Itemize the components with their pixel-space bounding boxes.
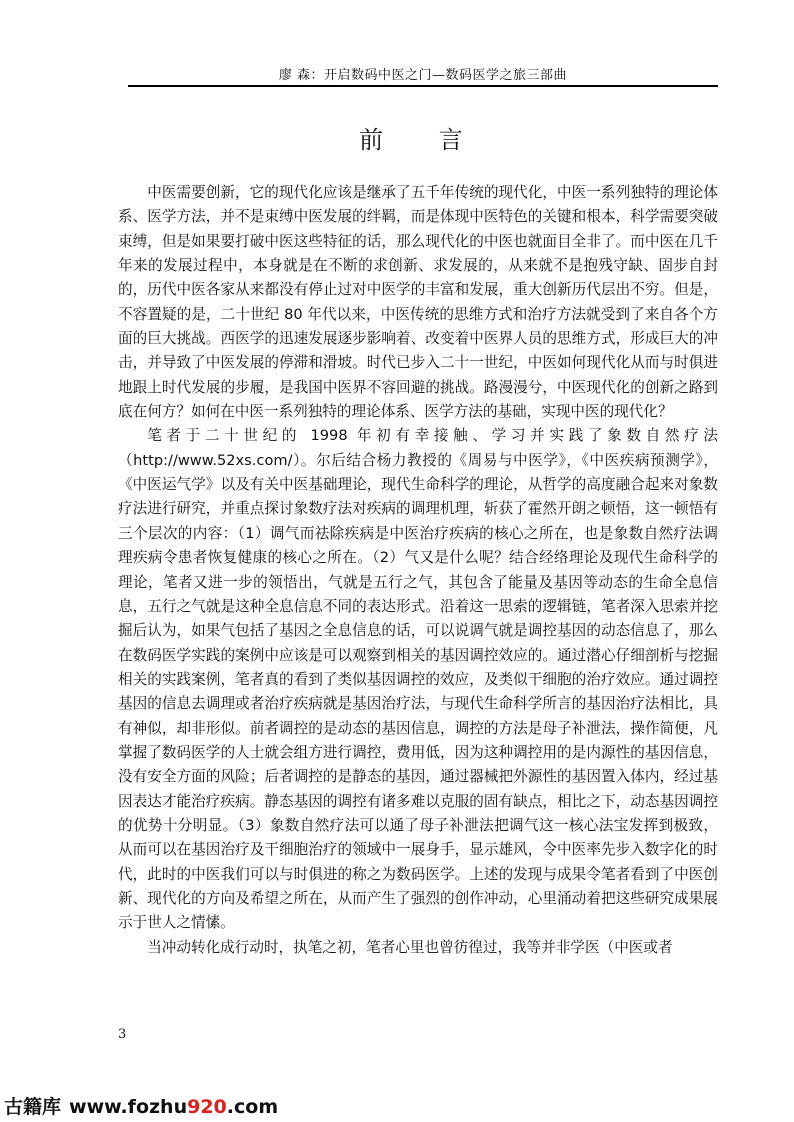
watermark-url-number: 920	[187, 1096, 227, 1118]
paragraph: 当冲动转化成行动时，执笔之初，笔者心里也曾彷徨过，我等并非学医（中医或者	[147, 938, 673, 956]
watermark-name: 古籍库	[4, 1096, 62, 1118]
paragraph: 笔者于二十世纪的 1998 年初有幸接触、学习并实践了象数自然疗法（http://www.52xs.com/）。尔后结合杨力教授的《周易与中医学》，《中医疾病预测学》，《中医运气学》以及有关中医基础理论，现代生命科学的理论，从哲学的高度融合起来对象数疗法进行研究，并重点探讨象数疗法对疾病的调理机理，斩获了霍然开朗之顿悟，这一顿悟有三个层次的内容：（1）调气而祛除疾病是中医治疗疾病的核心之所在，也是象数自然疗法调理疾病令患者恢复健康的核心之所在。（2）气又是什么呢？结合经络理论及现代生命科学的理论，笔者又进一步的领悟出，气就是五行之气，其包含了能量及基因等动态的生命全息信息，五行之气就是这种全息信息不同的表达形式。沿着这一思索的逻辑链，笔者深入思索并挖掘后认为，如果气包括了基因之全息信息的话，可以说调气就是调控基因的动态信息了，那么在数码医学实践的案例中应该是可以观察到相关的基因调控效应的。通过潜心仔细剖析与挖掘相关的实践案例，笔者真的看到了类似基因调控的效应，及类似干细胞的治疗效应。通过调控基因的信息去调理或者治疗疾病就是基因治疗法，与现代生命科学所言的基因治疗法相比，具有神似，却非形似。前者调控的是动态的基因信息，调控的方法是母子补泄法，操作简便，凡掌握了数码医学的人士就会组方进行调控，费用低，因为这种调控用的是内源性的基因信息，没有安全方面的风险；后者调控的是静态的基因，通过器械把外源性的基因置入体内，经过基因表达才能治疗疾病。静态基因的调控有诸多难以克服的固有缺点，相比之下，动态基因调控的优势十分明显。（3）象数自然疗法可以通了母子补泄法把调气这一核心法宝发挥到极致，从而可以在基因治疗及干细胞治疗的领域中一展身手，显示雄风，令中医率先步入数字化的时代，此时的中医我们可以与时俱进的称之为数码医学。上述的发现与成果令笔者看到了中医创新、现代化的方向及希望之所在，从而产生了强烈的创作冲动，心里涌动着把这些研究成果展示于世人之情愫。	[118, 427, 718, 932]
header-rule	[128, 85, 718, 87]
page-number: 3	[118, 1027, 127, 1042]
body-text	[118, 181, 718, 960]
running-header: 廖 森：开启数码中医之门—数码医学之旅三部曲	[278, 68, 568, 83]
watermark-url-suffix: .com	[226, 1096, 279, 1118]
paragraph: 中医需要创新，它的现代化应该是继承了五千年传统的现代化，中医一系列独特的理论体系、医学方法，并不是束缚中医发展的绊羁，而是体现中医特色的关键和根本，科学需要突破束缚，但是如果要打破中医这些特征的话，那么现代化的中医也就面目全非了。而中医在几千年来的发展过程中，本身就是在不断的求创新、求发展的，从来就不是抱残守缺、固步自封的，历代中医各家从来都没有停止过对中医学的丰富和发展，重大创新历代层出不穷。但是，不容置疑的是，二十世纪 80 年代以来，中医传统的思维方式和治疗方法就受到了来自各个方面的巨大挑战。西医学的迅速发展逐步影响着、改变着中医界人员的思维方式，形成巨大的冲击，并导致了中医发展的停滞和滑坡。时代已步入二十一世纪，中医如何现代化从而与时俱进地跟上时代发展的步履，是我国中医界不容回避的挑战。路漫漫兮，中医现代化的创新之路到底在何方？如何在中医一系列独特的理论体系、医学方法的基础，实现中医的现代化？	[118, 184, 718, 421]
watermark-url-prefix: www.fozhu	[69, 1096, 188, 1118]
watermark	[0, 1093, 304, 1122]
page-title: 前 言	[359, 126, 487, 154]
